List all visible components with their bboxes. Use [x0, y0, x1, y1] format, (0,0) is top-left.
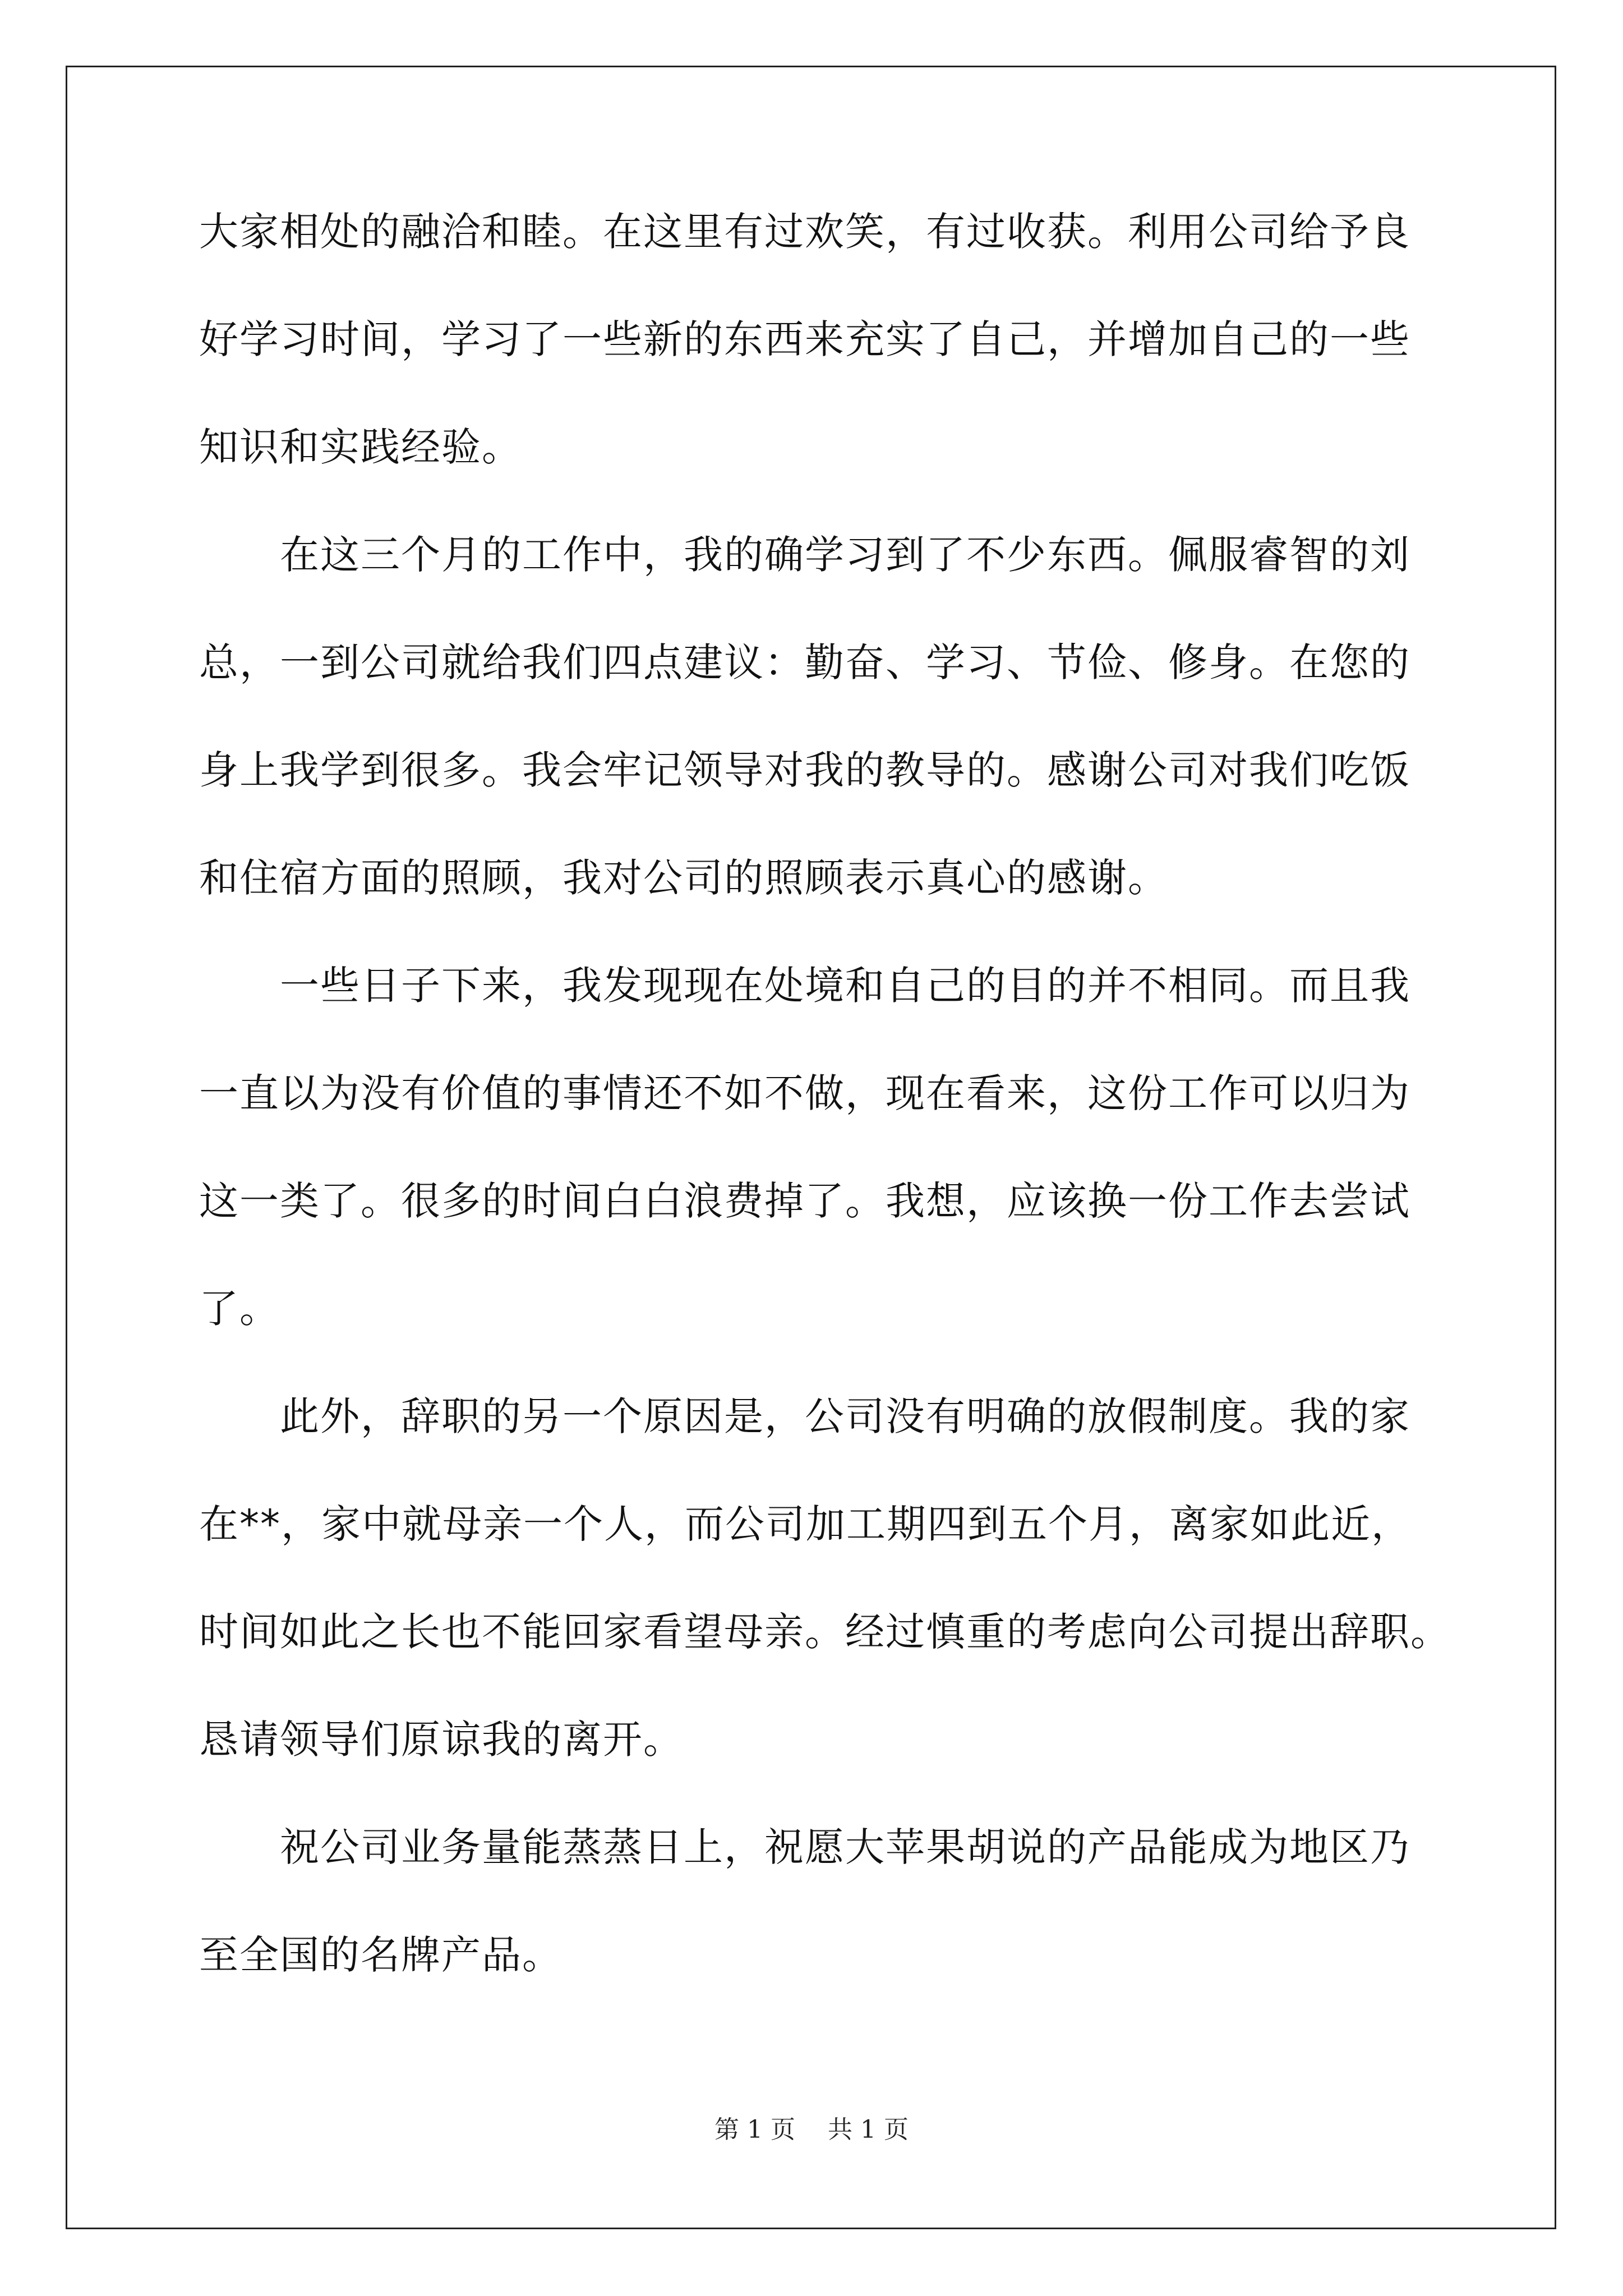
text-line: 一直以为没有价值的事情还不如不做，现在看来，这份工作可以归为 — [199, 1070, 1410, 1116]
text-line: 好学习时间，学习了一些新的东西来充实了自己，并增加自己的一些 — [199, 316, 1410, 362]
text-line: 大家相处的融洽和睦。在这里有过欢笑，有过收获。利用公司给予良 — [199, 209, 1410, 255]
text-line: 此外，辞职的另一个原因是，公司没有明确的放假制度。我的家 — [199, 1393, 1410, 1439]
text-line: 祝公司业务量能蒸蒸日上，祝愿大苹果胡说的产品能成为地区乃 — [199, 1824, 1410, 1870]
text-line: 时间如此之长也不能回家看望母亲。经过慎重的考虑向公司提出辞职。 — [199, 1609, 1451, 1655]
text-line: 总，一到公司就给我们四点建议：勤奋、学习、节俭、修身。在您的 — [199, 639, 1410, 685]
page-footer: 第 1 页 共 1 页 — [714, 2115, 909, 2144]
text-line: 知识和实践经验。 — [199, 424, 522, 470]
text-line: 了。 — [199, 1286, 280, 1332]
page-border — [66, 66, 1556, 2229]
text-line: 至全国的名牌产品。 — [199, 1932, 562, 1978]
text-line: 和住宿方面的照顾，我对公司的照顾表示真心的感谢。 — [199, 855, 1168, 901]
text-line: 在**，家中就母亲一个人，而公司加工期四到五个月，离家如此近， — [199, 1501, 1412, 1547]
text-line: 一些日子下来，我发现现在处境和自己的目的并不相同。而且我 — [199, 963, 1410, 1009]
text-line: 在这三个月的工作中，我的确学习到了不少东西。佩服睿智的刘 — [199, 532, 1410, 578]
text-line: 这一类了。很多的时间白白浪费掉了。我想，应该换一份工作去尝试 — [199, 1178, 1410, 1224]
text-line: 身上我学到很多。我会牢记领导对我的教导的。感谢公司对我们吃饭 — [199, 747, 1410, 793]
text-line: 恳请领导们原谅我的离开。 — [199, 1717, 684, 1763]
